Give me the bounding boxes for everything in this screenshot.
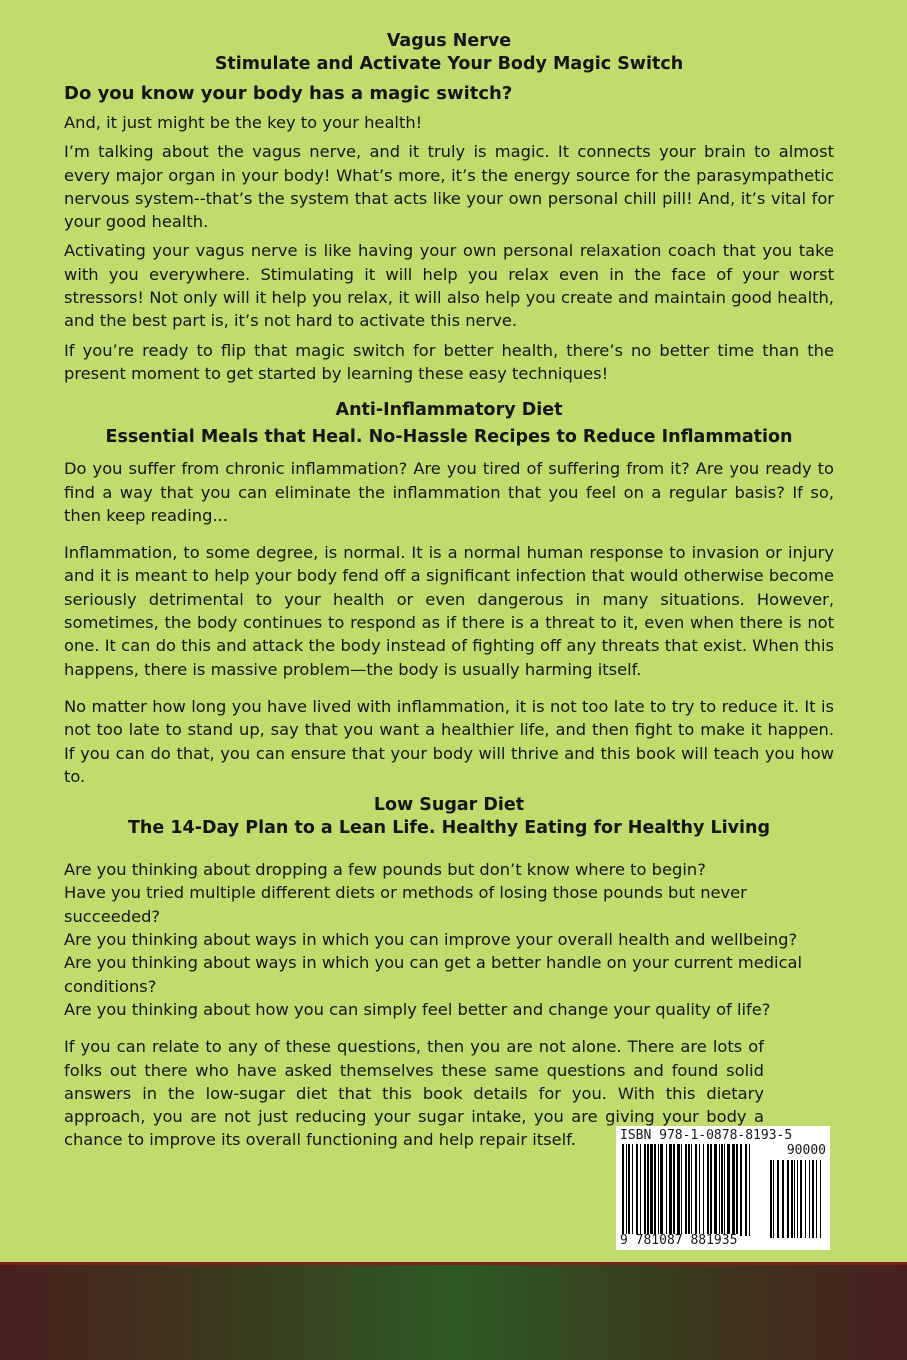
- vagus-paragraph: Activating your vagus nerve is like having your own personal relaxation coach that you take with you everywhere. Stimulating it will help you relax even in the face of your worst stressors! Not only will it help you relax, it will also help you create and maintain good health, and the best part is, it’s not hard to activate this nerve.: [64, 241, 834, 331]
- barcode-bars: [620, 1144, 826, 1240]
- sugar-question: Are you thinking about how you can simply feel better and change your quality of life?: [64, 999, 771, 1019]
- sugar-questions: [64, 858, 834, 1021]
- sugar-closing: If you can relate to any of these questions, then you are not alone. There are lots of folks out there who have asked themselves these same questions and found solid answers in the low-sugar diet that this book details for you. With this dietary approach, you are not just reducing your sugar intake, you are giving your body a chance to improve its overall functioning and help repair itself.: [64, 1037, 764, 1150]
- vagus-paragraph: And, it just might be the key to your health!: [64, 113, 423, 132]
- vagus-question: Do you know your body has a magic switch?: [64, 83, 513, 104]
- sugar-question: Are you thinking about ways in which you can improve your overall health and wellbeing?: [64, 930, 798, 950]
- vagus-paragraph: If you’re ready to flip that magic switch for better health, there’s no better time than the present moment to get started by learning these easy techniques!: [64, 340, 834, 383]
- anti-paragraph: No matter how long you have lived with inflammation, it is not too late to try to reduce it. It is not too late to stand up, say that you want a healthier life, and then fight to make it happen. If you can do that, you can ensure that your body will thrive and this book will teach you how to.: [64, 696, 834, 786]
- ean-number: 9 781087 881935: [620, 1233, 738, 1248]
- sugar-question: Are you thinking about ways in which you can get a better handle on your current medical conditions?: [64, 953, 803, 996]
- anti-subtitle: Essential Meals that Heal. No-Hassle Recipes to Reduce Inflammation: [105, 427, 793, 448]
- isbn-barcode: [616, 1126, 830, 1250]
- isbn-number: ISBN 978-1-0878-8193-5: [620, 1128, 793, 1143]
- anti-title: Anti-Inflammatory Diet: [335, 400, 563, 421]
- bottom-decorative-band: [0, 1262, 907, 1360]
- vagus-subtitle: Stimulate and Activate Your Body Magic Switch: [214, 54, 684, 74]
- anti-paragraph: Do you suffer from chronic inflammation? Are you tired of suffering from it? Are you ready to find a way that you can eliminate the inflammation that you feel on a regular basis? If so, then keep reading...: [64, 459, 834, 525]
- sugar-question: Are you thinking about dropping a few pounds but don’t know where to begin?: [64, 860, 706, 880]
- vagus-paragraph: I’m talking about the vagus nerve, and it truly is magic. It connects your brain to almost every major organ in your body! What’s more, it’s the energy source for the parasympathetic nervous system--that’s the system that acts like your own personal chill pill! And, it’s vital for your good health.: [64, 142, 834, 232]
- sugar-title: Low Sugar Diet: [373, 795, 525, 816]
- price-code: 90000: [786, 1143, 826, 1158]
- back-cover-text: [64, 30, 834, 1158]
- vagus-title: Vagus Nerve: [386, 31, 512, 51]
- anti-paragraph: Inflammation, to some degree, is normal. It is a normal human response to invasion or injury and it is meant to help your body fend off a significant infection that would otherwise become seriously detrimental to your health or even dangerous in many situations. However, sometimes, the body continues to respond as if there is a threat to it, even when there is not one. It can do this and attack the body instead of fighting off any threats that exist. When this happens, there is massive problem—the body is usually harming itself.: [64, 543, 834, 679]
- sugar-question: Have you tried multiple different diets or methods of losing those pounds but never succeeded?: [64, 883, 747, 926]
- sugar-subtitle: The 14-Day Plan to a Lean Life. Healthy Eating for Healthy Living: [128, 818, 770, 839]
